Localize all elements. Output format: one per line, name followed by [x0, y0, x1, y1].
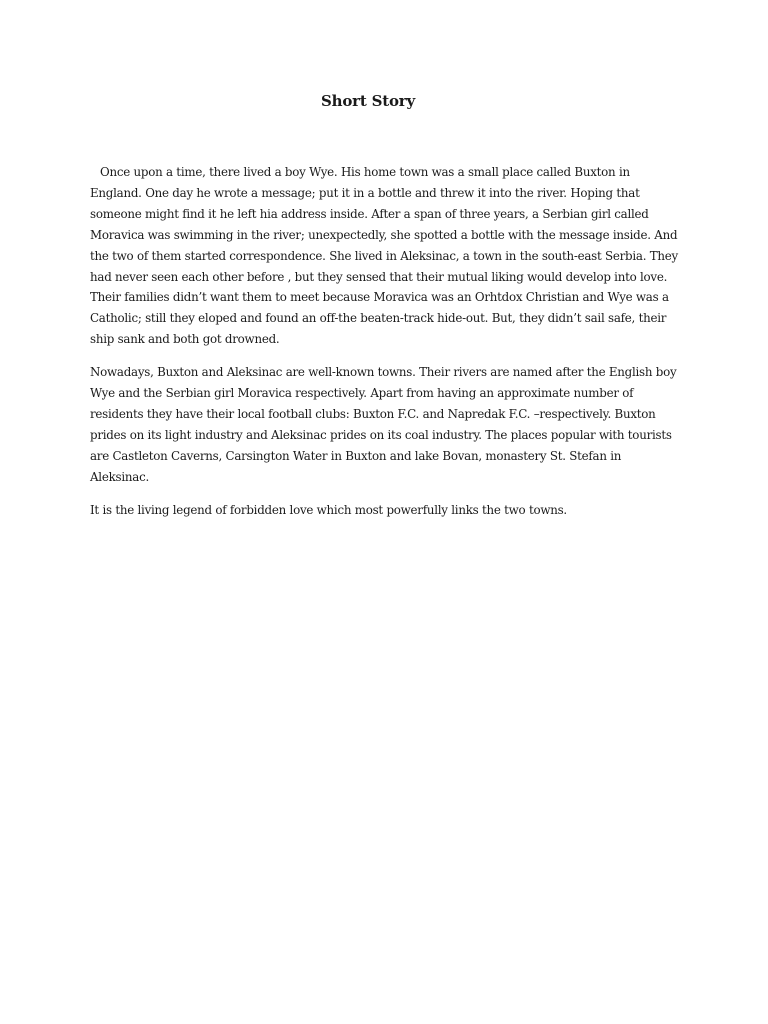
- paragraph-2: Nowadays, Buxton and Aleksinac are well-known towns. Their rivers are named after the English boy Wye and the Serbian girl Moravica respectively. Apart from having an approximate number of residents they have their local football clubs: Buxton F.C. and Napredak F.C. –respectively. Buxton prides on its light industry and Aleksinac prides on its coal industry. The places popular with tourists are Castleton Caverns, Carsington Water in Buxton and lake Bovan, monastery St. Stefan in Aleksinac.: [90, 365, 677, 484]
- document-body: [90, 162, 678, 533]
- document-title: Short Story: [321, 92, 415, 110]
- paragraph-3: It is the living legend of forbidden love which most powerfully links the two towns.: [90, 502, 567, 517]
- paragraph-1: Once upon a time, there lived a boy Wye. His home town was a small place called Buxton in England. One day he wrote a message; put it in a bottle and threw it into the river. Hoping that someone might find it he left hia address inside. After a span of three years, a Serbian girl called Moravica was swimming in the river; unexpectedly, she spotted a bottle with the message inside. And the two of them started correspondence. She lived in Aleksinac, a town in the south-east Serbia. They had never seen each other before , but they sensed that their mutual liking would develop into love. Their families didn’t want them to meet because Moravica was an Orhtdox Christian and Wye was a Catholic; still they eloped and found an off-the beaten-track hide-out. But, they didn’t sail safe, their ship sank and both got drowned.: [90, 165, 678, 347]
